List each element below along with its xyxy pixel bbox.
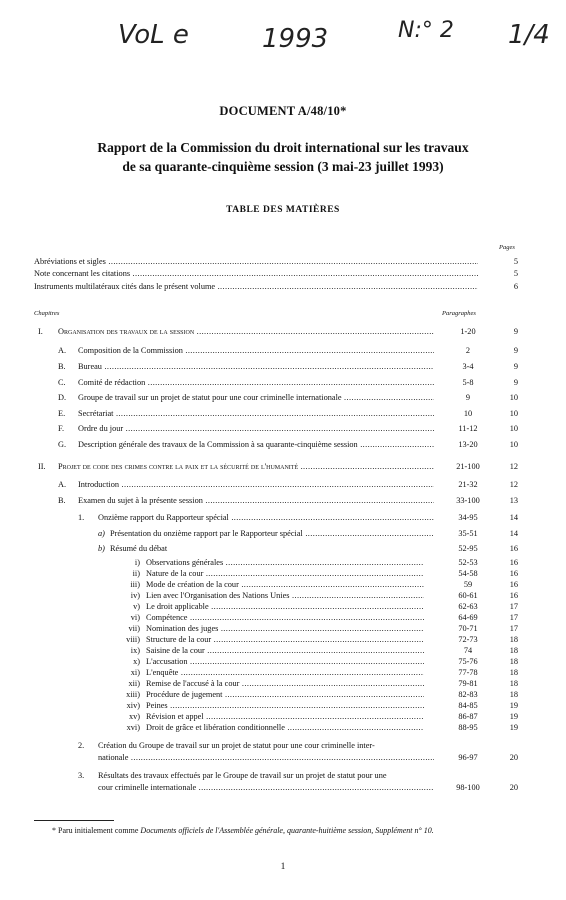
toc-page: 18: [509, 690, 518, 699]
toc-paragraphs: 13-20: [458, 440, 478, 449]
toc-label: Nomination des juges .....: [146, 623, 424, 635]
toc-page: 13: [509, 496, 518, 505]
footnote: [52, 826, 434, 835]
toc-marker: ii): [132, 569, 140, 578]
toc-page: 18: [509, 668, 518, 677]
toc-paragraphs: 75-76: [458, 657, 478, 666]
toc-paragraphs: 9: [465, 393, 471, 402]
toc-marker: G.: [58, 440, 67, 449]
toc-marker: ix): [130, 646, 140, 655]
toc-paragraphs: 33-100: [456, 496, 480, 505]
toc-page: 19: [509, 701, 518, 710]
toc-paragraphs: 74: [463, 646, 473, 655]
toc-paragraphs: 98-100: [456, 783, 480, 792]
footnote-italic: Documents officiels de l'Assemblée générale, quarante-huitième session, Supplément n° 10.: [140, 826, 434, 835]
handwritten-annotation: [0, 6, 566, 76]
toc-marker: B.: [58, 496, 66, 505]
toc-label: Mode de création de la cour .....: [146, 579, 424, 591]
toc-row: [0, 752, 566, 764]
footnote-star: *: [52, 826, 56, 835]
toc-page: 12: [509, 480, 518, 489]
handwritten-fraction: 1/4: [508, 20, 550, 50]
toc-page: 20: [509, 753, 518, 762]
toc-label: Le droit applicable .....: [146, 601, 424, 613]
toc-label: Groupe de travail sur un projet de statut pour une cour criminelle internationale .....: [78, 392, 434, 404]
toc-page: 19: [509, 723, 518, 732]
toc-row: [0, 495, 566, 507]
toc-marker: A.: [58, 346, 67, 355]
toc-label: L'enquête .....: [146, 667, 424, 679]
toc-label-line-1: Résultats des travaux effectués par le Groupe de travail sur un projet de statut pour une: [98, 771, 387, 780]
toc-page: 9: [513, 362, 518, 371]
toc-label: Résumé du débat: [110, 544, 168, 553]
toc-label: Révision et appel .....: [146, 711, 424, 723]
toc-row: [0, 528, 566, 540]
toc-marker: B.: [58, 362, 66, 371]
toc-label: Compétence .....: [146, 612, 424, 624]
toc-paragraphs: 2: [465, 346, 471, 355]
toc-page: 16: [509, 569, 518, 578]
toc-paragraphs: 84-85: [458, 701, 478, 710]
toc-marker: xi): [130, 668, 140, 677]
toc-marker: C.: [58, 378, 66, 387]
toc-paragraphs: 79-81: [458, 679, 478, 688]
handwritten-vol: VoL e: [118, 20, 189, 50]
toc-row: [0, 782, 566, 794]
toc-label: Bureau .....: [78, 361, 434, 373]
toc-marker: a): [98, 529, 105, 538]
toc-marker: A.: [58, 480, 67, 489]
toc-paragraphs: 70-71: [458, 624, 478, 633]
toc-page: 16: [509, 580, 518, 589]
toc-paragraphs: 1-20: [460, 327, 476, 336]
toc-marker: xvi): [126, 723, 140, 732]
document-title: DOCUMENT A/48/10*: [219, 104, 347, 118]
toc-marker: xii): [128, 679, 140, 688]
toc-marker: I.: [38, 327, 43, 336]
toc-paragraphs: 52-95: [458, 544, 478, 553]
toc-label: Introduction .....: [78, 479, 434, 491]
toc-label: cour criminelle internationale .....: [98, 782, 434, 794]
toc-front-label: Instruments multilatéraux cités dans le présent volume .....: [34, 281, 478, 293]
toc-label: Saisine de la cour .....: [146, 645, 424, 657]
toc-marker: i): [134, 558, 140, 567]
toc-label: Organisation des travaux de la session .....: [58, 326, 434, 338]
toc-page: 9: [513, 346, 518, 355]
toc-marker: v): [133, 602, 140, 611]
toc-row: [0, 461, 566, 473]
toc-marker: 2.: [78, 741, 85, 750]
toc-front-label: Abréviations et sigles .....: [34, 256, 478, 268]
toc-paragraphs: 34-95: [458, 513, 478, 522]
toc-label: Remise de l'accusé à la cour .....: [146, 678, 424, 690]
report-title: [0, 138, 566, 176]
toc-paragraphs: 86-87: [458, 712, 478, 721]
toc-row: [0, 423, 566, 435]
toc-marker: F.: [58, 424, 65, 433]
toc-page: 20: [509, 783, 518, 792]
pages-header: Pages: [499, 244, 515, 251]
toc-row: [0, 377, 566, 389]
toc-row: [0, 361, 566, 373]
toc-page: 14: [509, 529, 518, 538]
toc-label: Projet de code des crimes contre la paix et la sécurité de l'humanité .....: [58, 461, 434, 473]
toc-row: [0, 512, 566, 524]
toc-marker: iii): [130, 580, 140, 589]
toc-page: 16: [509, 591, 518, 600]
toc-front-page: 5: [513, 269, 518, 278]
toc-front-row: [0, 281, 566, 293]
footnote-prefix: Paru initialement comme: [58, 826, 141, 835]
toc-page: 10: [509, 393, 518, 402]
toc-label: Composition de la Commission .....: [78, 345, 434, 357]
toc-paragraphs: 35-51: [458, 529, 478, 538]
toc-page: 17: [509, 613, 518, 622]
toc-paragraphs: 88-95: [458, 723, 478, 732]
toc-marker: E.: [58, 409, 66, 418]
toc-marker: vii): [128, 624, 140, 633]
toc-marker: b): [98, 544, 105, 553]
toc-label-line-1: Création du Groupe de travail sur un projet de statut pour une cour criminelle inter-: [98, 741, 375, 750]
toc-row: [0, 345, 566, 357]
toc-front-page: 5: [513, 257, 518, 266]
toc-front-page: 6: [513, 282, 518, 291]
toc-paragraphs: 82-83: [458, 690, 478, 699]
toc-paragraphs: 21-32: [458, 480, 478, 489]
toc-label: Ordre du jour .....: [78, 423, 434, 435]
toc-label: Examen du sujet à la présente session .....: [78, 495, 434, 507]
toc-marker: 1.: [78, 513, 85, 522]
toc-page: 9: [513, 327, 518, 336]
toc-row: [0, 543, 566, 555]
toc-label: Peines .....: [146, 700, 424, 712]
toc-label: Nature de la cour .....: [146, 568, 424, 580]
handwritten-year: 1993: [262, 24, 329, 54]
toc-row: [0, 326, 566, 338]
toc-paragraphs: 96-97: [458, 753, 478, 762]
toc-page: 12: [509, 462, 518, 471]
paragraphes-header: Paragraphes: [442, 310, 476, 317]
toc-paragraphs: 11-12: [458, 424, 478, 433]
toc-marker: iv): [130, 591, 140, 600]
toc-label: Description générale des travaux de la Commission à sa quarante-cinquième session .....: [78, 439, 434, 451]
toc-marker: D.: [58, 393, 67, 402]
toc-page: 10: [509, 440, 518, 449]
toc-row: [0, 439, 566, 451]
toc-label: Présentation du onzième rapport par le Rapporteur spécial .....: [110, 528, 434, 540]
toc-label: nationale .....: [98, 752, 434, 764]
toc-page: 17: [509, 602, 518, 611]
toc-page: 10: [509, 424, 518, 433]
report-title-line-1: Rapport de la Commission du droit international sur les travaux: [97, 140, 469, 155]
toc-paragraphs: 59: [463, 580, 473, 589]
toc-label: Structure de la cour .....: [146, 634, 424, 646]
toc-paragraphs: 54-58: [458, 569, 478, 578]
toc-page: 16: [509, 558, 518, 567]
toc-row: [0, 722, 566, 734]
toc-paragraphs: 72-73: [458, 635, 478, 644]
toc-page: 18: [509, 679, 518, 688]
toc-paragraphs: 62-63: [458, 602, 478, 611]
toc-page: 14: [509, 513, 518, 522]
toc-page: 16: [509, 544, 518, 553]
toc-page: 17: [509, 624, 518, 633]
page-number: 1: [280, 862, 286, 872]
footnote-rule: [34, 820, 114, 821]
toc-row-line: [0, 770, 566, 782]
toc-label: Onzième rapport du Rapporteur spécial .....: [98, 512, 434, 524]
toc-row-line: [0, 740, 566, 752]
chapitres-header: Chapitres: [34, 310, 60, 317]
toc-marker: xv): [128, 712, 140, 721]
toc-paragraphs: 5-8: [462, 378, 474, 387]
toc-page: 18: [509, 657, 518, 666]
toc-label: Lien avec l'Organisation des Nations Unies .....: [146, 590, 424, 602]
toc-page: 9: [513, 378, 518, 387]
toc-paragraphs: 60-61: [458, 591, 478, 600]
toc-row: [0, 392, 566, 404]
toc-marker: vi): [130, 613, 140, 622]
toc-marker: 3.: [78, 771, 85, 780]
toc-label: Comité de rédaction .....: [78, 377, 434, 389]
toc-marker: xiii): [126, 690, 140, 699]
toc-paragraphs: 77-78: [458, 668, 478, 677]
toc-paragraphs: 10: [463, 409, 473, 418]
toc-marker: x): [133, 657, 140, 666]
toc-marker: II.: [38, 462, 46, 471]
toc-row: [0, 479, 566, 491]
toc-front-row: [0, 256, 566, 268]
toc-page: 19: [509, 712, 518, 721]
toc-paragraphs: 21-100: [456, 462, 480, 471]
toc-paragraphs: 64-69: [458, 613, 478, 622]
toc-title: TABLE DES MATIÈRES: [226, 205, 340, 215]
toc-label: Observations générales .....: [146, 557, 424, 569]
toc-page: 10: [509, 409, 518, 418]
toc-row: [0, 408, 566, 420]
toc-paragraphs: 3-4: [462, 362, 474, 371]
toc-front-row: [0, 268, 566, 280]
report-title-line-2: de sa quarante-cinquième session (3 mai-23 juillet 1993): [122, 159, 444, 174]
toc-marker: viii): [126, 635, 140, 644]
toc-page: 18: [509, 646, 518, 655]
toc-label: L'accusation .....: [146, 656, 424, 668]
toc-page: 18: [509, 635, 518, 644]
toc-marker: xiv): [126, 701, 140, 710]
toc-label: Droit de grâce et libération conditionnelle .....: [146, 722, 424, 734]
toc-paragraphs: 52-53: [458, 558, 478, 567]
handwritten-number: N:° 2: [398, 18, 454, 43]
toc-label: Secrétariat .....: [78, 408, 434, 420]
toc-front-label: Note concernant les citations .....: [34, 268, 478, 280]
toc-label: Procédure de jugement .....: [146, 689, 424, 701]
